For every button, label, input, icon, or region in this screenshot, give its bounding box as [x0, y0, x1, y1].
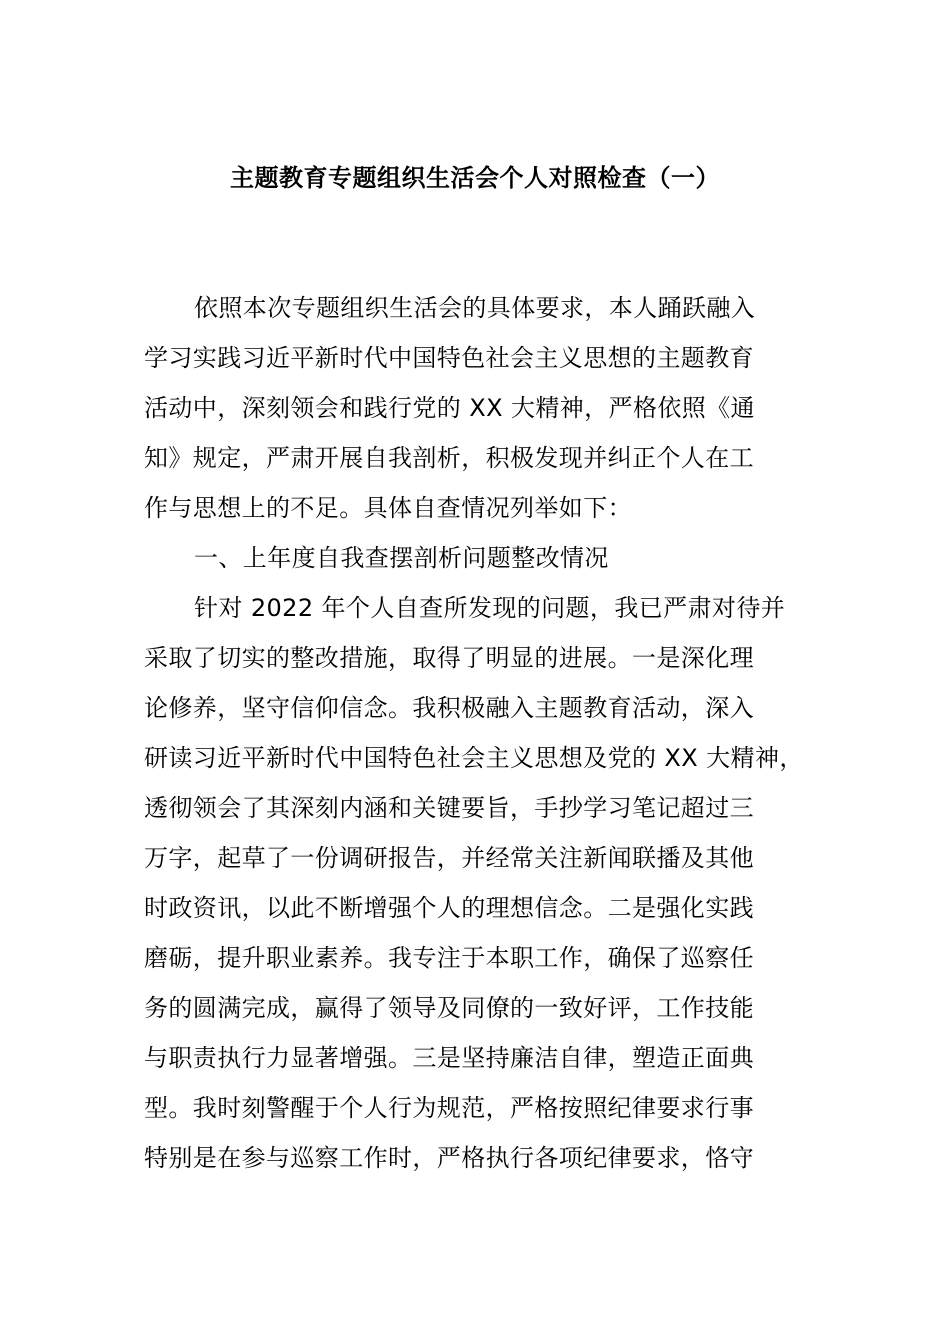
paragraph-line: 论修养，坚守信仰信念。我积极融入主题教育活动，深入	[144, 694, 754, 722]
paragraph-line: 型。我时刻警醒于个人行为规范，严格按照纪律要求行事	[144, 1094, 754, 1122]
document-title: 主题教育专题组织生活会个人对照检查（一）	[230, 164, 720, 192]
paragraph-line: 时政资讯，以此不断增强个人的理想信念。二是强化实践	[144, 894, 754, 922]
paragraph-line: 与职责执行力显著增强。三是坚持廉洁自律，塑造正面典	[144, 1044, 754, 1072]
paragraph-line: 作与思想上的不足。具体自查情况列举如下：	[144, 494, 632, 522]
document-body	[144, 283, 834, 1183]
paragraph-line: 学习实践习近平新时代中国特色社会主义思想的主题教育	[144, 344, 754, 372]
paragraph-line: 采取了切实的整改措施，取得了明显的进展。一是深化理	[144, 644, 754, 672]
paragraph-line: 活动中，深刻领会和践行党的 XX 大精神，严格依照《通	[144, 394, 755, 422]
paragraph-line: 知》规定，严肃开展自我剖析，积极发现并纠正个人在工	[144, 444, 754, 472]
paragraph-line: 针对 2022 年个人自查所发现的问题，我已严肃对待并	[194, 594, 786, 622]
paragraph-line: 研读习近平新时代中国特色社会主义思想及党的 XX 大精神，	[144, 744, 804, 772]
section-heading: 一、上年度自我查摆剖析问题整改情况	[194, 544, 609, 572]
paragraph-line: 依照本次专题组织生活会的具体要求，本人踊跃融入	[194, 294, 756, 322]
paragraph-line: 务的圆满完成，赢得了领导及同僚的一致好评，工作技能	[144, 994, 754, 1022]
paragraph-line: 磨砺，提升职业素养。我专注于本职工作，确保了巡察任	[144, 944, 754, 972]
paragraph-line: 万字，起草了一份调研报告，并经常关注新闻联播及其他	[144, 844, 754, 872]
paragraph-line: 透彻领会了其深刻内涵和关键要旨，手抄学习笔记超过三	[144, 794, 754, 822]
paragraph-line: 特别是在参与巡察工作时，严格执行各项纪律要求，恪守	[144, 1144, 754, 1172]
